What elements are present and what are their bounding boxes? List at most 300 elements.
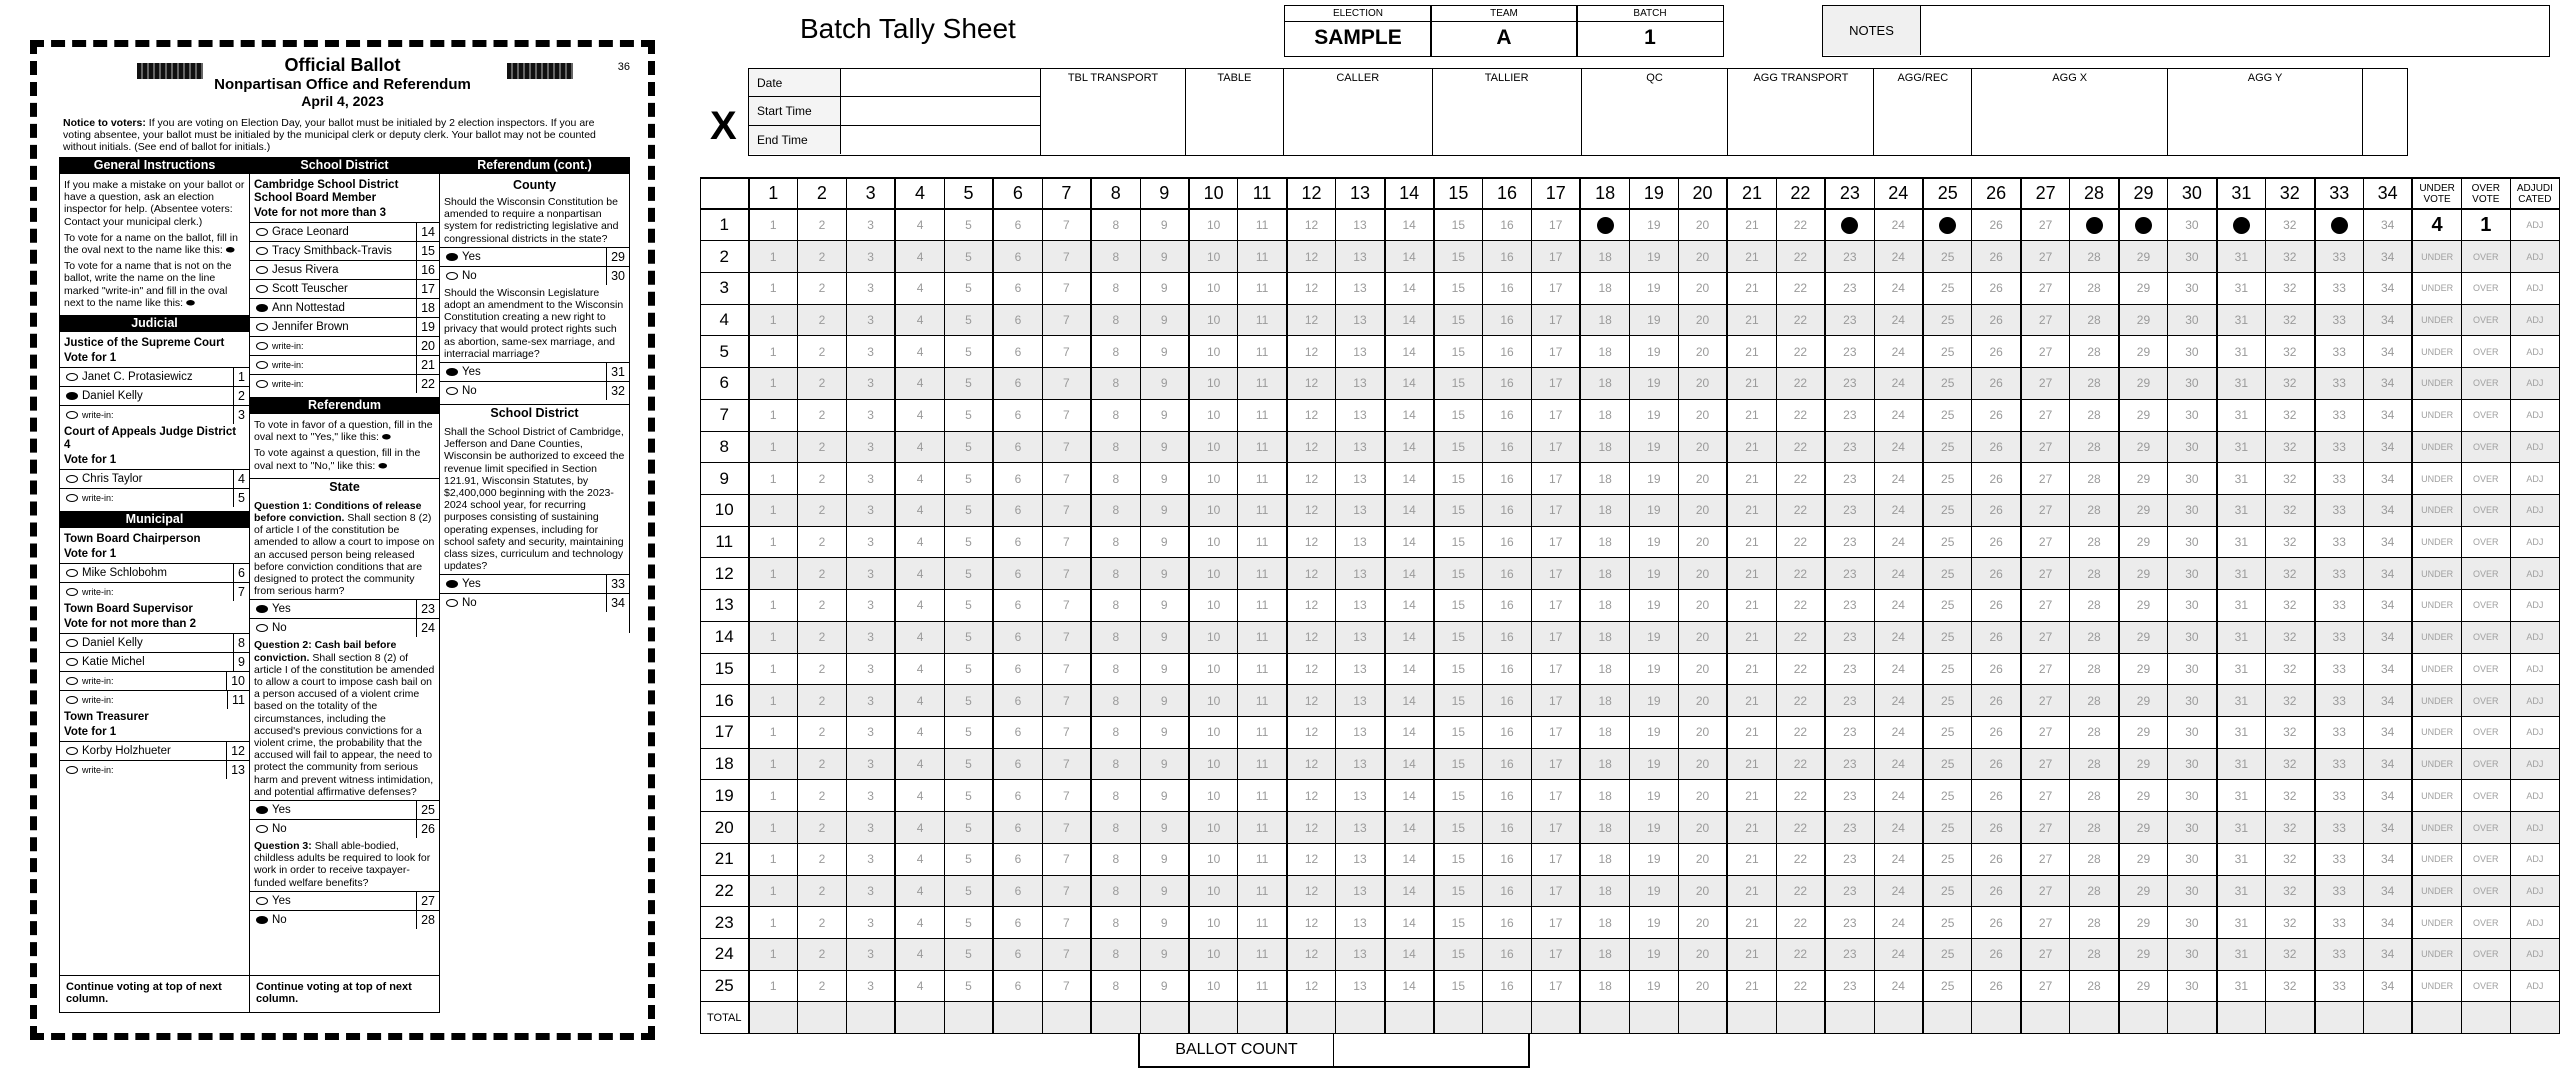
tally-cell[interactable]: 33 bbox=[2315, 463, 2364, 495]
tally-cell[interactable]: 7 bbox=[1042, 939, 1091, 971]
tally-cell[interactable]: 3 bbox=[846, 399, 895, 431]
tally-cell[interactable]: 16 bbox=[1483, 336, 1532, 368]
tally-cell[interactable]: 25 bbox=[1923, 653, 1972, 685]
tally-cell[interactable]: 22 bbox=[1776, 748, 1825, 780]
tally-cell[interactable]: 16 bbox=[1483, 463, 1532, 495]
tally-cell[interactable] bbox=[1825, 209, 1874, 241]
tally-cell[interactable]: 31 bbox=[2217, 368, 2266, 400]
empty-oval-icon[interactable] bbox=[256, 624, 268, 632]
tally-cell[interactable]: 15 bbox=[1434, 590, 1483, 622]
tally-cell[interactable]: 6 bbox=[993, 494, 1042, 526]
tally-cell[interactable]: 24 bbox=[1874, 653, 1923, 685]
tally-cell[interactable]: 9 bbox=[1140, 907, 1189, 939]
ballot-choice[interactable] bbox=[60, 741, 249, 760]
tally-cell[interactable]: 34 bbox=[2363, 590, 2412, 622]
tally-cell[interactable]: 4 bbox=[895, 748, 944, 780]
tally-cell[interactable]: 22 bbox=[1776, 812, 1825, 844]
tally-cell[interactable]: 26 bbox=[1972, 241, 2021, 273]
tally-cell[interactable]: 5 bbox=[944, 621, 993, 653]
tally-cell[interactable]: 24 bbox=[1874, 748, 1923, 780]
tally-cell[interactable]: 30 bbox=[2168, 653, 2217, 685]
tally-cell[interactable]: 14 bbox=[1385, 590, 1434, 622]
tally-cell[interactable]: 3 bbox=[846, 304, 895, 336]
tally-cell[interactable]: ADJ bbox=[2510, 558, 2559, 590]
tally-cell[interactable]: 23 bbox=[1825, 526, 1874, 558]
total-cell[interactable] bbox=[1434, 1002, 1483, 1034]
tally-cell[interactable]: 14 bbox=[1385, 907, 1434, 939]
tally-cell[interactable]: 10 bbox=[1189, 653, 1238, 685]
tally-cell[interactable]: 25 bbox=[1923, 304, 1972, 336]
tally-cell[interactable]: 5 bbox=[944, 304, 993, 336]
tally-cell[interactable]: 5 bbox=[944, 368, 993, 400]
tally-cell[interactable]: 4 bbox=[2412, 209, 2461, 241]
tally-cell[interactable]: 4 bbox=[895, 812, 944, 844]
tally-cell[interactable]: 26 bbox=[1972, 336, 2021, 368]
tally-cell[interactable]: 28 bbox=[2070, 590, 2119, 622]
ballot-choice[interactable] bbox=[250, 336, 439, 355]
tally-cell[interactable]: 12 bbox=[1287, 780, 1336, 812]
tally-cell[interactable]: 10 bbox=[1189, 907, 1238, 939]
tally-cell[interactable]: 7 bbox=[1042, 970, 1091, 1002]
tally-cell[interactable]: 32 bbox=[2266, 875, 2315, 907]
tally-cell[interactable]: 20 bbox=[1678, 399, 1727, 431]
tally-cell[interactable]: 11 bbox=[1238, 843, 1287, 875]
tally-cell[interactable]: 10 bbox=[1189, 717, 1238, 749]
tally-cell[interactable]: 24 bbox=[1874, 970, 1923, 1002]
tally-cell[interactable]: 29 bbox=[2119, 780, 2168, 812]
total-cell[interactable] bbox=[1287, 1002, 1336, 1034]
tally-cell[interactable]: 33 bbox=[2315, 431, 2364, 463]
tally-cell[interactable]: 10 bbox=[1189, 526, 1238, 558]
tally-cell[interactable]: 9 bbox=[1140, 653, 1189, 685]
total-cell[interactable] bbox=[2168, 1002, 2217, 1034]
tally-cell[interactable]: 21 bbox=[1727, 526, 1776, 558]
tally-cell[interactable]: ADJ bbox=[2510, 812, 2559, 844]
tally-cell[interactable]: 13 bbox=[1336, 653, 1385, 685]
tally-cell[interactable]: UNDER bbox=[2412, 399, 2461, 431]
ballot-choice[interactable] bbox=[250, 317, 439, 336]
tally-cell[interactable]: 27 bbox=[2021, 209, 2070, 241]
empty-oval-icon[interactable] bbox=[66, 747, 78, 755]
tally-cell[interactable]: 9 bbox=[1140, 368, 1189, 400]
tally-cell[interactable]: 15 bbox=[1434, 431, 1483, 463]
tally-cell[interactable]: 1 bbox=[749, 431, 798, 463]
ballot-choice[interactable] bbox=[60, 563, 249, 582]
tally-cell[interactable]: 13 bbox=[1336, 336, 1385, 368]
tally-cell[interactable]: 8 bbox=[1091, 717, 1140, 749]
tally-cell[interactable]: 16 bbox=[1483, 717, 1532, 749]
tally-cell[interactable]: 3 bbox=[846, 272, 895, 304]
tally-cell[interactable]: 17 bbox=[1532, 272, 1581, 304]
tally-cell[interactable]: 24 bbox=[1874, 304, 1923, 336]
tally-cell[interactable]: 24 bbox=[1874, 463, 1923, 495]
tally-cell[interactable]: 12 bbox=[1287, 368, 1336, 400]
empty-oval-icon[interactable] bbox=[256, 897, 268, 905]
tally-cell[interactable]: 19 bbox=[1629, 685, 1678, 717]
total-cell[interactable] bbox=[846, 1002, 895, 1034]
empty-oval-icon[interactable] bbox=[446, 599, 458, 607]
tally-cell[interactable]: 20 bbox=[1678, 812, 1727, 844]
tally-cell[interactable]: 26 bbox=[1972, 494, 2021, 526]
tally-cell[interactable]: 17 bbox=[1532, 653, 1581, 685]
tally-cell[interactable]: 33 bbox=[2315, 272, 2364, 304]
tally-cell[interactable]: 7 bbox=[1042, 875, 1091, 907]
tally-cell[interactable]: 32 bbox=[2266, 653, 2315, 685]
tally-cell[interactable]: 32 bbox=[2266, 526, 2315, 558]
tally-cell[interactable]: 31 bbox=[2217, 780, 2266, 812]
tally-cell[interactable]: 13 bbox=[1336, 939, 1385, 971]
tally-cell[interactable]: 31 bbox=[2217, 907, 2266, 939]
tally-cell[interactable]: 16 bbox=[1483, 209, 1532, 241]
tally-cell[interactable]: 20 bbox=[1678, 970, 1727, 1002]
tally-cell[interactable]: 5 bbox=[944, 685, 993, 717]
tally-cell[interactable]: 11 bbox=[1238, 368, 1287, 400]
tally-cell[interactable]: 11 bbox=[1238, 939, 1287, 971]
tally-cell[interactable]: 2 bbox=[797, 780, 846, 812]
tally-cell[interactable]: 6 bbox=[993, 907, 1042, 939]
tally-cell[interactable]: 18 bbox=[1580, 907, 1629, 939]
tally-cell[interactable]: 17 bbox=[1532, 717, 1581, 749]
total-cell[interactable] bbox=[1874, 1002, 1923, 1034]
tally-cell[interactable]: 18 bbox=[1580, 368, 1629, 400]
tally-cell[interactable]: 7 bbox=[1042, 780, 1091, 812]
tally-cell[interactable]: 30 bbox=[2168, 431, 2217, 463]
tally-cell[interactable]: 4 bbox=[895, 621, 944, 653]
tally-cell[interactable]: 23 bbox=[1825, 241, 1874, 273]
tally-cell[interactable]: 23 bbox=[1825, 336, 1874, 368]
tally-cell[interactable]: 3 bbox=[846, 336, 895, 368]
tally-cell[interactable]: 26 bbox=[1972, 685, 2021, 717]
tally-cell[interactable]: 14 bbox=[1385, 970, 1434, 1002]
tally-cell[interactable]: 18 bbox=[1580, 272, 1629, 304]
role-box[interactable]: TABLE bbox=[1186, 69, 1284, 155]
tally-cell[interactable]: 16 bbox=[1483, 748, 1532, 780]
empty-oval-icon[interactable] bbox=[66, 411, 78, 419]
tally-cell[interactable]: 10 bbox=[1189, 336, 1238, 368]
tally-cell[interactable]: 31 bbox=[2217, 431, 2266, 463]
tally-cell[interactable]: 22 bbox=[1776, 272, 1825, 304]
tally-cell[interactable]: 1 bbox=[749, 875, 798, 907]
tally-cell[interactable]: 21 bbox=[1727, 970, 1776, 1002]
tally-cell[interactable]: 14 bbox=[1385, 494, 1434, 526]
total-cell[interactable] bbox=[1238, 1002, 1287, 1034]
tally-cell[interactable]: 27 bbox=[2021, 939, 2070, 971]
tally-cell[interactable]: 25 bbox=[1923, 812, 1972, 844]
tally-cell[interactable]: 32 bbox=[2266, 590, 2315, 622]
empty-oval-icon[interactable] bbox=[446, 272, 458, 280]
tally-cell[interactable]: 9 bbox=[1140, 812, 1189, 844]
tally-cell[interactable]: 12 bbox=[1287, 843, 1336, 875]
tally-cell[interactable]: 16 bbox=[1483, 843, 1532, 875]
tally-cell[interactable]: 12 bbox=[1287, 748, 1336, 780]
tally-cell[interactable]: 5 bbox=[944, 780, 993, 812]
tally-cell[interactable]: 23 bbox=[1825, 907, 1874, 939]
tally-cell[interactable]: 19 bbox=[1629, 272, 1678, 304]
tally-cell[interactable]: 28 bbox=[2070, 717, 2119, 749]
tally-cell[interactable]: 29 bbox=[2119, 304, 2168, 336]
tally-cell[interactable]: 11 bbox=[1238, 241, 1287, 273]
tally-cell[interactable]: 34 bbox=[2363, 241, 2412, 273]
tally-cell[interactable]: 23 bbox=[1825, 653, 1874, 685]
tally-cell[interactable]: 26 bbox=[1972, 272, 2021, 304]
tally-cell[interactable]: 18 bbox=[1580, 590, 1629, 622]
tally-cell[interactable]: 27 bbox=[2021, 748, 2070, 780]
tally-cell[interactable]: 27 bbox=[2021, 494, 2070, 526]
tally-cell[interactable]: OVER bbox=[2461, 970, 2510, 1002]
tally-cell[interactable]: 5 bbox=[944, 336, 993, 368]
tally-cell[interactable]: 21 bbox=[1727, 653, 1776, 685]
tally-cell[interactable]: 10 bbox=[1189, 970, 1238, 1002]
tally-cell[interactable]: 34 bbox=[2363, 875, 2412, 907]
tally-cell[interactable]: 6 bbox=[993, 558, 1042, 590]
tally-cell[interactable]: 2 bbox=[797, 907, 846, 939]
tally-cell[interactable]: 8 bbox=[1091, 526, 1140, 558]
tally-cell[interactable]: 21 bbox=[1727, 621, 1776, 653]
tally-cell[interactable]: 21 bbox=[1727, 590, 1776, 622]
tally-cell[interactable]: 34 bbox=[2363, 494, 2412, 526]
tally-cell[interactable]: 14 bbox=[1385, 621, 1434, 653]
tally-cell[interactable]: 32 bbox=[2266, 431, 2315, 463]
tally-cell[interactable]: 18 bbox=[1580, 304, 1629, 336]
tally-cell[interactable]: UNDER bbox=[2412, 463, 2461, 495]
tally-cell[interactable]: 20 bbox=[1678, 368, 1727, 400]
tally-cell[interactable]: ADJ bbox=[2510, 907, 2559, 939]
tally-cell[interactable]: 7 bbox=[1042, 653, 1091, 685]
tally-cell[interactable]: 31 bbox=[2217, 748, 2266, 780]
tally-cell[interactable]: 24 bbox=[1874, 494, 1923, 526]
tally-cell[interactable]: 6 bbox=[993, 241, 1042, 273]
empty-oval-icon[interactable] bbox=[66, 766, 78, 774]
tally-cell[interactable]: 8 bbox=[1091, 558, 1140, 590]
tally-cell[interactable]: 13 bbox=[1336, 494, 1385, 526]
tally-cell[interactable]: 17 bbox=[1532, 621, 1581, 653]
tally-cell[interactable]: 9 bbox=[1140, 843, 1189, 875]
tally-cell[interactable]: 28 bbox=[2070, 907, 2119, 939]
tally-cell[interactable]: 24 bbox=[1874, 875, 1923, 907]
total-cell[interactable] bbox=[1727, 1002, 1776, 1034]
tally-cell[interactable]: 29 bbox=[2119, 336, 2168, 368]
tally-cell[interactable]: 3 bbox=[846, 653, 895, 685]
tally-cell[interactable]: 4 bbox=[895, 463, 944, 495]
tally-cell[interactable]: 9 bbox=[1140, 241, 1189, 273]
tally-cell[interactable]: UNDER bbox=[2412, 812, 2461, 844]
tally-cell[interactable]: 15 bbox=[1434, 558, 1483, 590]
tally-cell[interactable]: 14 bbox=[1385, 812, 1434, 844]
tally-cell[interactable]: 31 bbox=[2217, 494, 2266, 526]
tally-cell[interactable]: 24 bbox=[1874, 368, 1923, 400]
tally-cell[interactable]: 17 bbox=[1532, 209, 1581, 241]
tally-cell[interactable]: 16 bbox=[1483, 812, 1532, 844]
tally-cell[interactable]: 5 bbox=[944, 272, 993, 304]
tally-cell[interactable]: 33 bbox=[2315, 939, 2364, 971]
tally-cell[interactable]: 31 bbox=[2217, 875, 2266, 907]
tally-cell[interactable]: 3 bbox=[846, 780, 895, 812]
tally-cell[interactable]: 28 bbox=[2070, 304, 2119, 336]
ballot-choice[interactable] bbox=[250, 260, 439, 279]
tally-cell[interactable]: 32 bbox=[2266, 272, 2315, 304]
tally-cell[interactable]: 1 bbox=[749, 494, 798, 526]
tally-cell[interactable]: 32 bbox=[2266, 494, 2315, 526]
tally-cell[interactable]: 5 bbox=[944, 843, 993, 875]
tally-cell[interactable]: 20 bbox=[1678, 843, 1727, 875]
tally-cell[interactable]: 15 bbox=[1434, 780, 1483, 812]
tally-cell[interactable]: 29 bbox=[2119, 717, 2168, 749]
tally-cell[interactable]: 2 bbox=[797, 272, 846, 304]
tally-cell[interactable]: 2 bbox=[797, 526, 846, 558]
total-cell[interactable] bbox=[1923, 1002, 1972, 1034]
tally-cell[interactable]: 34 bbox=[2363, 685, 2412, 717]
tally-cell[interactable]: 32 bbox=[2266, 812, 2315, 844]
tally-cell[interactable]: 22 bbox=[1776, 685, 1825, 717]
tally-cell[interactable]: 15 bbox=[1434, 463, 1483, 495]
tally-cell[interactable]: 31 bbox=[2217, 558, 2266, 590]
tally-cell[interactable]: 24 bbox=[1874, 336, 1923, 368]
tally-cell[interactable]: 19 bbox=[1629, 590, 1678, 622]
tally-cell[interactable]: 32 bbox=[2266, 463, 2315, 495]
tally-cell[interactable]: ADJ bbox=[2510, 590, 2559, 622]
tally-cell[interactable]: 10 bbox=[1189, 875, 1238, 907]
empty-oval-icon[interactable] bbox=[256, 247, 268, 255]
tally-cell[interactable]: 21 bbox=[1727, 494, 1776, 526]
tally-cell[interactable]: ADJ bbox=[2510, 209, 2559, 241]
tally-cell[interactable]: UNDER bbox=[2412, 336, 2461, 368]
tally-cell[interactable]: 28 bbox=[2070, 685, 2119, 717]
tally-cell[interactable]: OVER bbox=[2461, 685, 2510, 717]
tally-cell[interactable]: 26 bbox=[1972, 558, 2021, 590]
tally-cell[interactable]: 7 bbox=[1042, 717, 1091, 749]
tally-cell[interactable]: 15 bbox=[1434, 526, 1483, 558]
tally-cell[interactable]: 20 bbox=[1678, 907, 1727, 939]
tally-cell[interactable]: 3 bbox=[846, 812, 895, 844]
tally-cell[interactable]: UNDER bbox=[2412, 558, 2461, 590]
tally-cell[interactable]: 25 bbox=[1923, 717, 1972, 749]
tally-cell[interactable]: 2 bbox=[797, 304, 846, 336]
tally-cell[interactable]: 14 bbox=[1385, 241, 1434, 273]
tally-cell[interactable]: 10 bbox=[1189, 241, 1238, 273]
tally-cell[interactable]: 34 bbox=[2363, 970, 2412, 1002]
tally-cell[interactable]: 21 bbox=[1727, 431, 1776, 463]
tally-cell[interactable]: 24 bbox=[1874, 558, 1923, 590]
tally-cell[interactable]: 32 bbox=[2266, 970, 2315, 1002]
total-cell[interactable] bbox=[2461, 1002, 2510, 1034]
tally-cell[interactable]: 6 bbox=[993, 590, 1042, 622]
tally-cell[interactable]: 18 bbox=[1580, 494, 1629, 526]
ballot-choice[interactable] bbox=[250, 891, 439, 910]
tally-cell[interactable]: 22 bbox=[1776, 241, 1825, 273]
tally-cell[interactable]: 6 bbox=[993, 939, 1042, 971]
tally-cell[interactable]: 5 bbox=[944, 907, 993, 939]
tally-cell[interactable]: 30 bbox=[2168, 907, 2217, 939]
tally-cell[interactable]: 25 bbox=[1923, 241, 1972, 273]
tally-cell[interactable]: 7 bbox=[1042, 621, 1091, 653]
tally-cell[interactable]: 27 bbox=[2021, 431, 2070, 463]
tally-cell[interactable]: 21 bbox=[1727, 209, 1776, 241]
tally-cell[interactable]: 30 bbox=[2168, 272, 2217, 304]
tally-cell[interactable]: 8 bbox=[1091, 621, 1140, 653]
tally-cell[interactable]: 9 bbox=[1140, 304, 1189, 336]
tally-cell[interactable]: 12 bbox=[1287, 463, 1336, 495]
tally-cell[interactable]: 33 bbox=[2315, 399, 2364, 431]
tally-cell[interactable]: 29 bbox=[2119, 843, 2168, 875]
tally-cell[interactable]: 20 bbox=[1678, 336, 1727, 368]
tally-cell[interactable]: 29 bbox=[2119, 685, 2168, 717]
tally-cell[interactable]: 23 bbox=[1825, 685, 1874, 717]
tally-cell[interactable]: UNDER bbox=[2412, 907, 2461, 939]
tally-cell[interactable]: 2 bbox=[797, 843, 846, 875]
tally-cell[interactable]: 18 bbox=[1580, 875, 1629, 907]
tally-cell[interactable]: 22 bbox=[1776, 907, 1825, 939]
tally-cell[interactable]: 2 bbox=[797, 336, 846, 368]
tally-cell[interactable]: 26 bbox=[1972, 717, 2021, 749]
tally-cell[interactable]: 12 bbox=[1287, 399, 1336, 431]
empty-oval-icon[interactable] bbox=[66, 569, 78, 577]
tally-cell[interactable]: 19 bbox=[1629, 336, 1678, 368]
ballot-choice[interactable] bbox=[60, 633, 249, 652]
tally-cell[interactable]: 29 bbox=[2119, 463, 2168, 495]
tally-cell[interactable]: 3 bbox=[846, 685, 895, 717]
empty-oval-icon[interactable] bbox=[256, 323, 268, 331]
total-cell[interactable] bbox=[1091, 1002, 1140, 1034]
tally-cell[interactable]: 31 bbox=[2217, 304, 2266, 336]
tally-cell[interactable]: 3 bbox=[846, 526, 895, 558]
tally-cell[interactable]: 14 bbox=[1385, 685, 1434, 717]
tally-cell[interactable]: 22 bbox=[1776, 875, 1825, 907]
tally-cell[interactable]: 2 bbox=[797, 399, 846, 431]
tally-cell[interactable]: 15 bbox=[1434, 685, 1483, 717]
tally-cell[interactable]: 8 bbox=[1091, 399, 1140, 431]
tally-cell[interactable]: 5 bbox=[944, 939, 993, 971]
tally-cell[interactable]: 8 bbox=[1091, 431, 1140, 463]
tally-cell[interactable]: 10 bbox=[1189, 621, 1238, 653]
tally-cell[interactable]: 26 bbox=[1972, 843, 2021, 875]
tally-cell[interactable]: 32 bbox=[2266, 368, 2315, 400]
tally-cell[interactable]: 17 bbox=[1532, 558, 1581, 590]
tally-cell[interactable]: UNDER bbox=[2412, 368, 2461, 400]
tally-cell[interactable]: 15 bbox=[1434, 717, 1483, 749]
tally-cell[interactable]: 6 bbox=[993, 653, 1042, 685]
tally-cell[interactable]: 12 bbox=[1287, 653, 1336, 685]
tally-cell[interactable]: 7 bbox=[1042, 843, 1091, 875]
tally-cell[interactable]: 14 bbox=[1385, 368, 1434, 400]
tally-cell[interactable]: 6 bbox=[993, 843, 1042, 875]
total-cell[interactable] bbox=[1580, 1002, 1629, 1034]
tally-cell[interactable]: 8 bbox=[1091, 939, 1140, 971]
tally-cell[interactable]: 23 bbox=[1825, 875, 1874, 907]
tally-cell[interactable]: 30 bbox=[2168, 526, 2217, 558]
end-time-field[interactable] bbox=[841, 126, 1040, 154]
tally-cell[interactable]: 20 bbox=[1678, 241, 1727, 273]
tally-cell[interactable] bbox=[2217, 209, 2266, 241]
tally-cell[interactable]: 1 bbox=[749, 653, 798, 685]
tally-cell[interactable]: 25 bbox=[1923, 463, 1972, 495]
tally-cell[interactable]: 24 bbox=[1874, 717, 1923, 749]
tally-cell[interactable]: 29 bbox=[2119, 812, 2168, 844]
tally-cell[interactable]: 33 bbox=[2315, 812, 2364, 844]
tally-cell[interactable]: 7 bbox=[1042, 431, 1091, 463]
tally-cell[interactable]: 9 bbox=[1140, 399, 1189, 431]
ballot-choice[interactable] bbox=[250, 910, 439, 929]
tally-cell[interactable]: 31 bbox=[2217, 272, 2266, 304]
empty-oval-icon[interactable] bbox=[66, 677, 78, 685]
tally-cell[interactable]: 32 bbox=[2266, 304, 2315, 336]
tally-cell[interactable]: 25 bbox=[1923, 494, 1972, 526]
tally-cell[interactable]: 3 bbox=[846, 748, 895, 780]
tally-cell[interactable]: 32 bbox=[2266, 558, 2315, 590]
tally-cell[interactable]: 31 bbox=[2217, 653, 2266, 685]
tally-cell[interactable]: 1 bbox=[749, 970, 798, 1002]
tally-cell[interactable]: 1 bbox=[749, 304, 798, 336]
tally-cell[interactable]: 10 bbox=[1189, 463, 1238, 495]
